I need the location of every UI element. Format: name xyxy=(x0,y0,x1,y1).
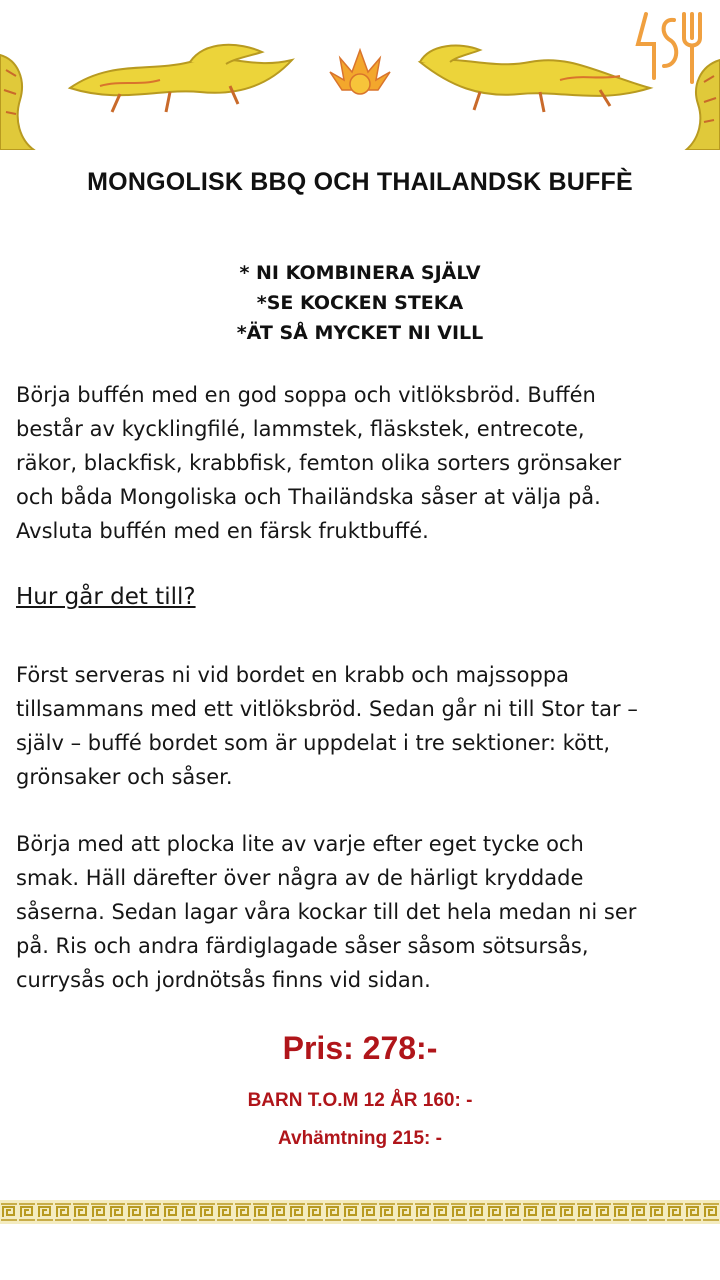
feature-item: * NI KOMBINERA SJÄLV xyxy=(239,262,481,284)
text-line: Först serveras ni vid bordet en krabb och majssoppa xyxy=(16,663,570,687)
text-line: tillsammans med ett vitlöksbröd. Sedan går ni till Stor tar – xyxy=(16,697,638,721)
how-paragraph-2 xyxy=(16,827,706,997)
dragon-icon xyxy=(70,45,292,112)
text-line: smak. Häll därefter över några av de härligt kryddade xyxy=(16,866,584,890)
text-line: består av kycklingfilé, lammstek, fläskstek, entrecote, xyxy=(16,417,585,441)
greek-key-border xyxy=(0,1200,720,1224)
how-heading: Hur går det till? xyxy=(16,584,196,610)
text-line: på. Ris och andra färdiglagade såser såsom sötsursås, xyxy=(16,934,589,958)
feature-item: *SE KOCKEN STEKA xyxy=(256,292,464,314)
how-paragraph-1 xyxy=(16,658,706,794)
text-line: och båda Mongoliska och Thailändska såser at välja på. xyxy=(16,485,601,509)
text-line: Börja buffén med en god soppa och vitlöksbröd. Buffén xyxy=(16,383,596,407)
intro-paragraph xyxy=(16,378,706,548)
children-price-label: BARN T.O.M 12 ÅR 160: - xyxy=(247,1090,473,1111)
text-line: Börja med att plocka lite av varje efter eget tycke och xyxy=(16,832,584,856)
flaming-pearl-icon xyxy=(330,50,390,94)
takeaway-price-label: Avhämtning 215: - xyxy=(278,1128,442,1149)
text-line: Avsluta buffén med en färsk fruktbuffé. xyxy=(16,519,429,543)
dragon-icon xyxy=(0,55,34,150)
dragon-banner xyxy=(0,0,720,150)
text-line: grönsaker och såser. xyxy=(16,765,233,789)
dragon-icon xyxy=(420,46,650,112)
text-line: såserna. Sedan lagar våra kockar till det hela medan ni ser xyxy=(16,900,637,924)
feature-item: *ÄT SÅ MYCKET NI VILL xyxy=(236,322,484,344)
text-line: currysås och jordnötsås finns vid sidan. xyxy=(16,968,431,992)
price-label: Pris: 278:- xyxy=(282,1030,438,1066)
text-line: själv – buffé bordet som är uppdelat i tre sektioner: kött, xyxy=(16,731,611,755)
page-title: MONGOLISK BBQ OCH THAILANDSK BUFFÈ xyxy=(87,168,633,196)
fork-logo-icon xyxy=(632,8,702,88)
feature-list xyxy=(0,258,720,348)
text-line: räkor, blackfisk, krabbfisk, femton olika sorters grönsaker xyxy=(16,451,622,475)
